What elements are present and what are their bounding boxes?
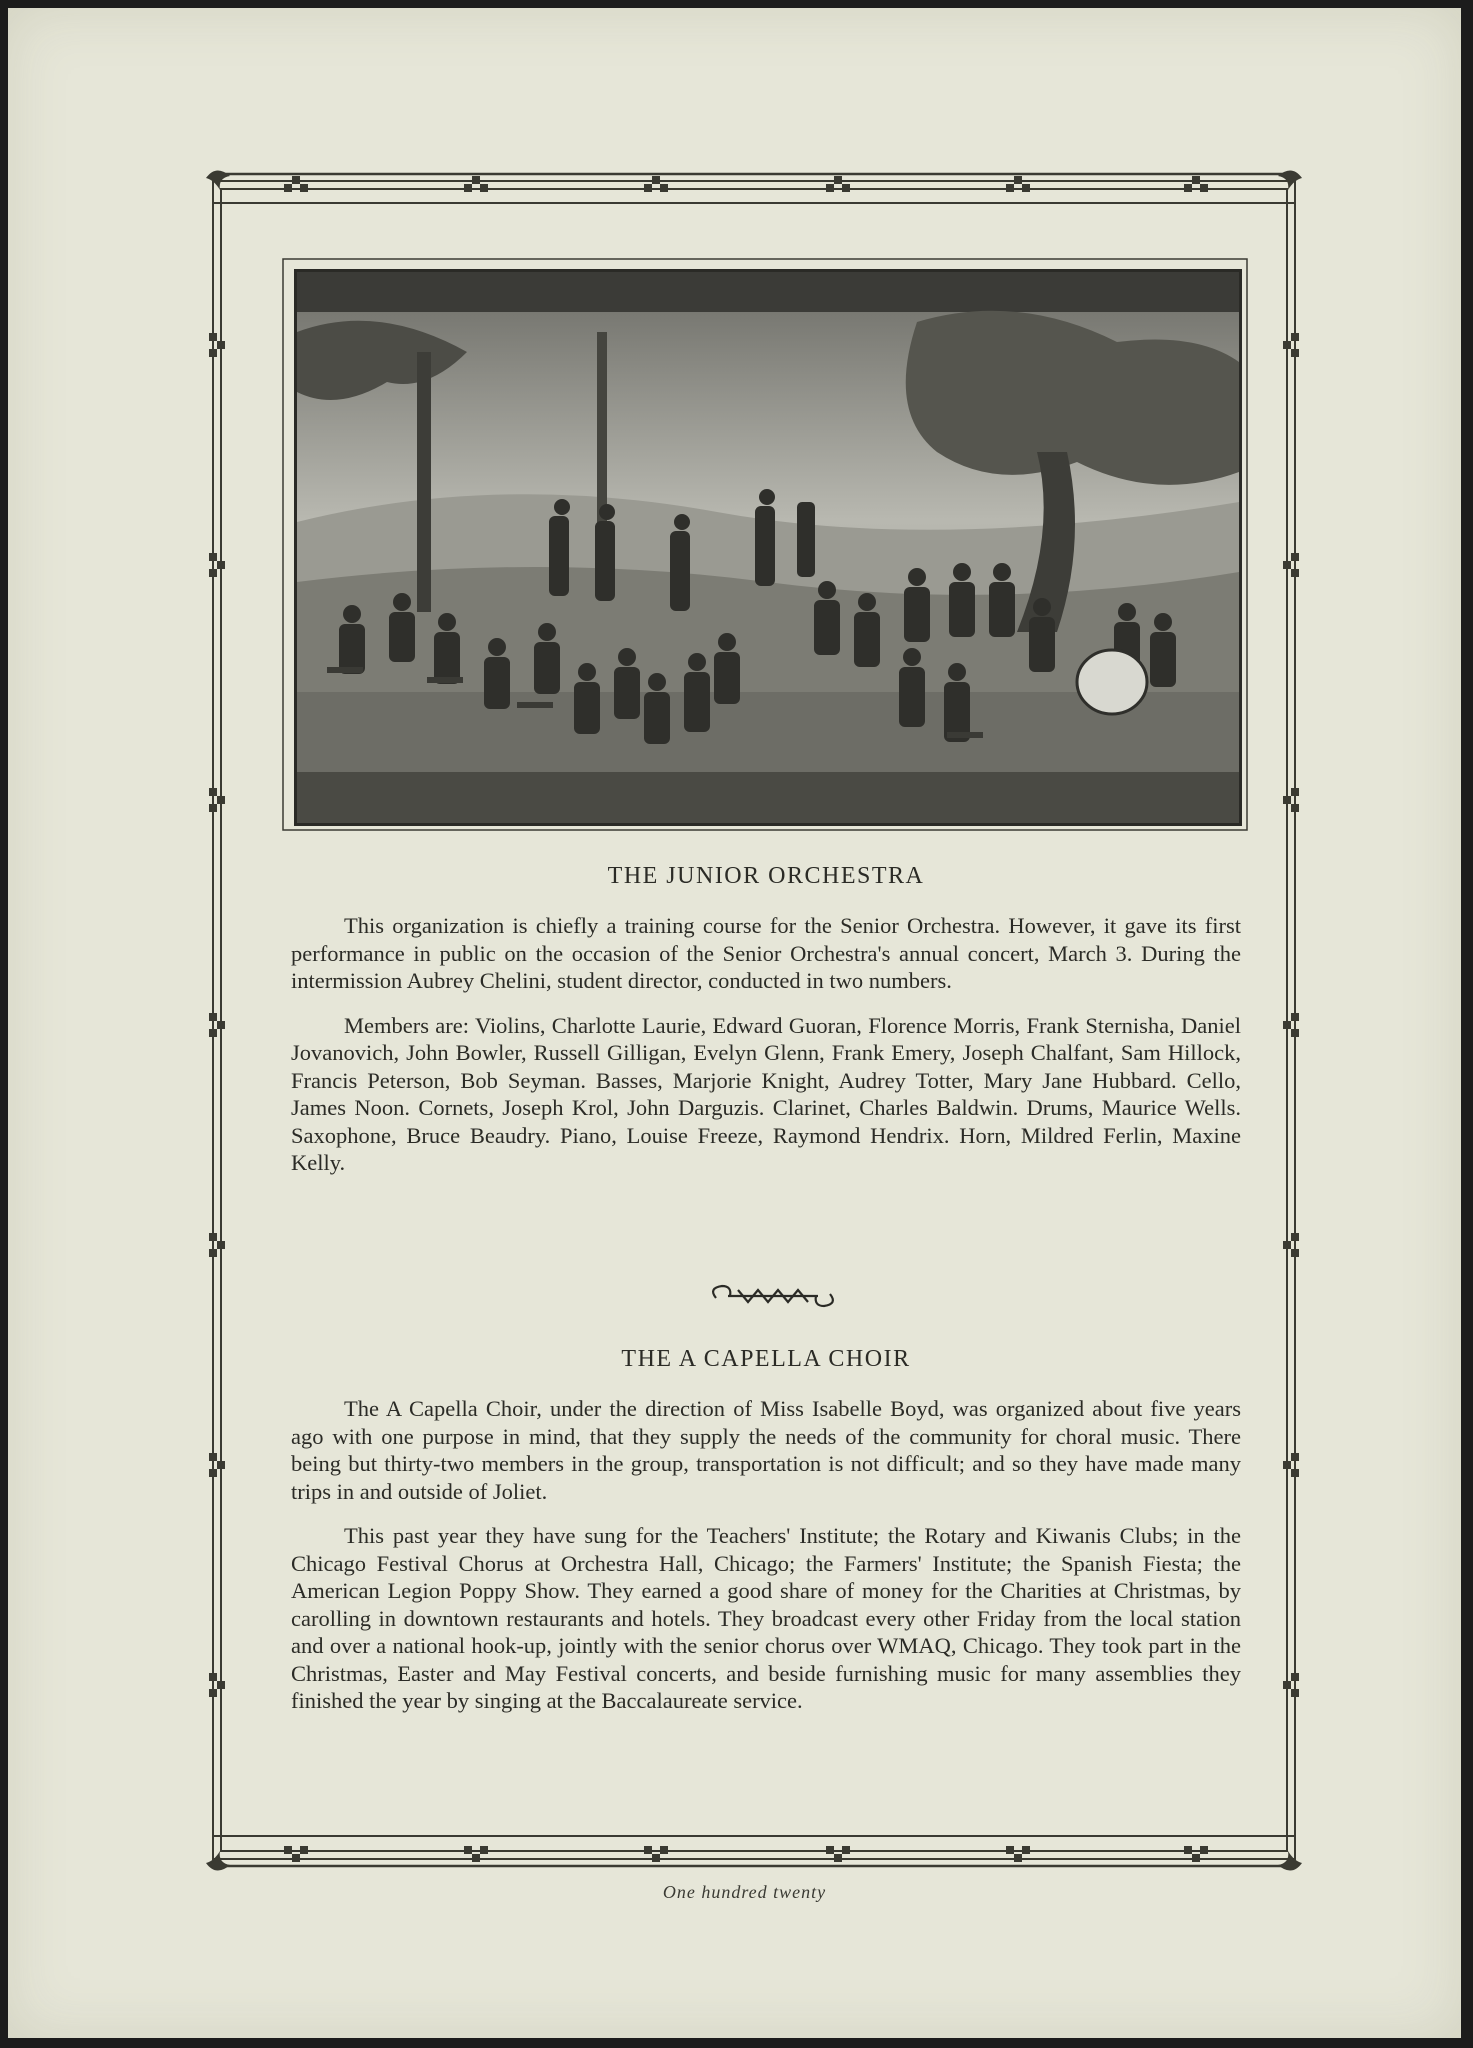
page-number: One hundred twenty	[662, 1882, 827, 1902]
section-title-a-capella-choir: THE A CAPELLA CHOIR	[621, 1346, 911, 1372]
paragraph: This organization is chiefly a training course for the Senior Orchestra. However, it gave its first performance in public on the occasion of the Senior Orchestra's annual concert, March 3. During the intermission Aubrey Chelini, student director, conducted in two numbers.	[291, 913, 1241, 993]
paragraph: Members are: Violins, Charlotte Laurie, Edward Guoran, Florence Morris, Frank Sternisha, Daniel Jovanovich, John Bowler, Russell Gilligan, Evelyn Glenn, Frank Emery, Joseph Chalfant, Sam Hillock, Francis Peterson, Bob Seyman. Basses, Marjorie Knight, Audrey Totter, Mary Jane Hubbard. Cello, James Noon. Cornets, Joseph Krol, John Darguzis. Clarinet, Charles Baldwin. Drums, Maurice Wells. Saxophone, Bruce Beaudry. Piano, Louise Freeze, Raymond Hendrix. Horn, Mildred Ferlin, Maxine Kelly.	[291, 1012, 1241, 1175]
section-body-junior-orchestra	[291, 912, 1241, 1177]
orchestra-photo	[294, 269, 1242, 826]
paragraph: The A Capella Choir, under the direction of Miss Isabelle Boyd, was organized about five years ago with one purpose in mind, that they supply the needs of the community for choral music. There being but thirty-two members in the group, transportation is not difficult; and so they have made many trips in and outside of Joliet.	[291, 1396, 1241, 1504]
section-title-junior-orchestra: THE JUNIOR ORCHESTRA	[607, 863, 925, 889]
yearbook-page	[8, 8, 1461, 2038]
paragraph: This past year they have sung for the Teachers' Institute; the Rotary and Kiwanis Clubs; in the Chicago Festival Chorus at Orchestra Hall, Chicago; the Farmers' Institute; the Spanish Fiesta; the American Legion Poppy Show. They earned a good share of money for the Charities at Christmas, by carolling in downtown restaurants and hotels. They broadcast every other Friday from the local station and over a national hook-up, jointly with the senior chorus over WMAQ, Chicago. They took part in the Christmas, Easter and May Festival concerts, and beside furnishing music for many assemblies they finished the year by singing at the Baccalaureate service.	[291, 1523, 1241, 1713]
section-body-a-capella-choir	[291, 1395, 1241, 1715]
flourish-ornament-icon	[708, 1276, 838, 1316]
